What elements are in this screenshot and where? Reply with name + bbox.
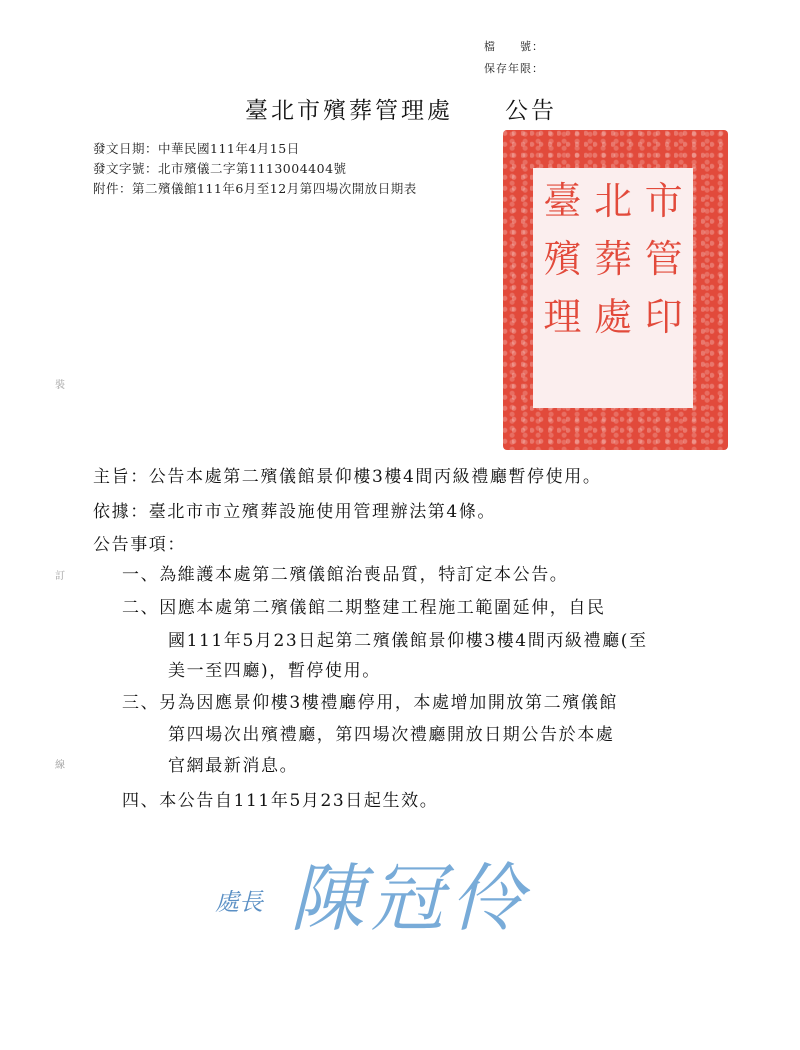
subject-line: 主旨：公告本處第二殯儀館景仰樓3樓4間丙級禮廳暫停使用。 xyxy=(93,467,602,487)
official-seal xyxy=(503,130,728,450)
seal-char: 印 xyxy=(644,295,683,339)
retention-period-label: 保存年限： xyxy=(484,62,544,75)
seal-char: 理 xyxy=(543,295,582,339)
page-title: 臺北市殯葬管理處 公告 xyxy=(245,98,557,124)
seal-char: 市 xyxy=(644,179,683,223)
binding-mark-xian: 線 xyxy=(55,760,65,771)
item-2-line-2: 國111年5月23日起第二殯儀館景仰樓3樓4間丙級禮廳(至 xyxy=(168,631,648,651)
binding-mark-zhuang: 裝 xyxy=(55,380,65,391)
attachment-line: 附件：第二殯儀館111年6月至12月第四場次開放日期表 xyxy=(93,181,417,196)
item-3-line-3: 官網最新消息。 xyxy=(168,756,299,776)
seal-char: 殯 xyxy=(543,237,582,281)
item-2-line-1: 二、因應本處第二殯儀館二期整建工程施工範圍延伸，自民 xyxy=(122,598,606,618)
item-3-line-1: 三、另為因應景仰樓3樓禮廳停用，本處增加開放第二殯儀館 xyxy=(122,693,619,713)
item-1: 一、為維護本處第二殯儀館治喪品質，特訂定本公告。 xyxy=(122,565,569,585)
seal-char: 處 xyxy=(593,295,632,339)
signature-title: 處長 xyxy=(215,888,263,916)
item-2-line-3: 美一至四廳)，暫停使用。 xyxy=(168,661,381,681)
seal-char: 葬 xyxy=(593,237,632,281)
basis-line: 依據：臺北市市立殯葬設施使用管理辦法第4條。 xyxy=(93,502,497,522)
binding-mark-ding: 訂 xyxy=(55,571,65,582)
seal-char: 臺 xyxy=(543,179,582,223)
item-3-line-2: 第四場次出殯禮廳，第四場次禮廳開放日期公告於本處 xyxy=(168,725,615,745)
item-4: 四、本公告自111年5月23日起生效。 xyxy=(122,791,439,811)
signature-name: 陳冠伶 xyxy=(290,856,530,942)
seal-char: 北 xyxy=(593,179,632,223)
items-heading: 公告事項： xyxy=(93,535,186,555)
file-number-label: 檔 號： xyxy=(484,40,544,53)
seal-inner xyxy=(533,168,693,408)
seal-char: 管 xyxy=(644,237,683,281)
document-number: 發文字號：北市殯儀二字第1113004404號 xyxy=(93,161,347,176)
issue-date: 發文日期：中華民國111年4月15日 xyxy=(93,141,300,156)
